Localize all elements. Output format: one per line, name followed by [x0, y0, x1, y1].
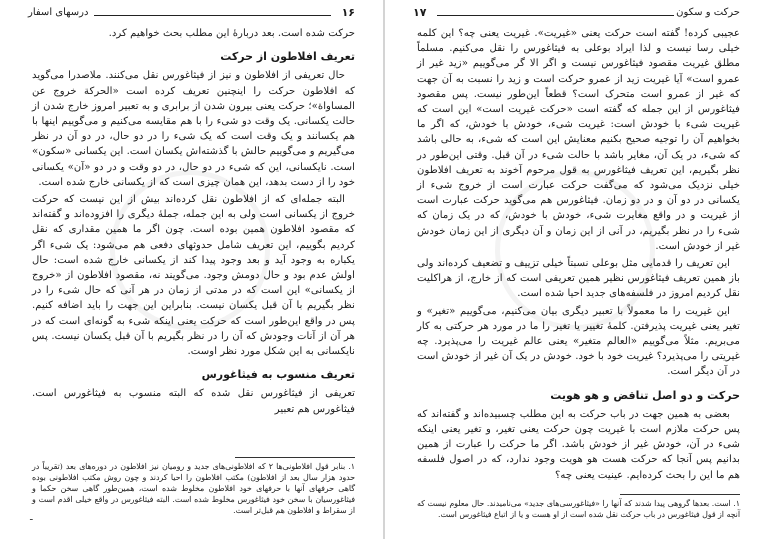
paragraph: عجیبی کرده! گفته است حرکت یعنی «غیریت». غیریت یعنی چه؟ این کلمه خیلی رسا نیست و لذا ایراد بوعلی به فیثاغورس را نقل می‌کنیم. مسلماً مطلق غیریت مقصود فیثاغورس نیست و اگر الا گر می‌گوییم «زید غیر از عمرو است» آیا غیریت زید از عمرو حرکت است و زید را نسبت به آن جهت که غیر از عمرو است متحرک است؟ قطعاً این‌طور نیست. پس مقصود فیثاغورس از این جمله که گفته است «حرکت غیریت است» این است که غیریت شیء با خودش است: غیریت شیء، خودش با خودش، که اگر ما بخواهیم آن را توجیه صحیح بکنیم معنایش این است که شیء، به حالی باشد که شیء، در یک آن، مغایر باشد با حالت شیء در آن قبل. وقتی این‌طور در نظر بگیریم، این تعریف فیثاغورس به قول مرحوم آخوند به تعریف افلاطون خیلی نزدیک می‌شود که می‌گفت حرکت عبارت است از خروج شیء از یکسانی در دو آن و در دو زمان. فیثاغورس هم می‌گوید حرکت عبارت است از غیریت و در واقع مغایرت شیء، خودش با خودش، که در یک زمان که شیء را در نظر بگیریم، در آنی از این زمان و آن دیگری از این زمان خودش غیر از خودش است.: [417, 28, 740, 252]
paragraph: این غیریت را ما معمولاً با تعبیر دیگری بیان می‌کنیم، می‌گوییم «تغیر» و تغیر یعنی غیریت پذیرفتن. کلمهٔ تغییر یا تغیر را ما در مورد هر حرکتی به کار می‌بریم. مثلاً می‌گوییم «العالم متغیر» یعنی عالم غیریت را می‌پذیرد. چه غیریتی را می‌پذیرد؟ غیریت خود با خود. خودش در یک آن غیر از خودش است در آن دیگر است.: [417, 305, 740, 378]
page-number: ۱۷: [413, 6, 427, 19]
footnote-text: ۱. است. بعدها گروهی پیدا شدند که آنها را «فیثاغورسی‌های جدید» می‌نامیدند. حال معلوم نیست که آنچه از قول فیثاغورس در باب حرکت نقل شده است از او هست و یا از اتباع فیثاغورس است.: [417, 499, 740, 519]
page-body: [417, 26, 740, 485]
page-header: [28, 7, 355, 21]
footnote-rule: [235, 457, 355, 458]
opening-line: حرکت شده است. بعد دربارهٔ این مطلب بحث خواهیم کرد.: [108, 28, 355, 39]
page-number: ۱۶: [341, 6, 355, 19]
section-heading-plato: تعریف افلاطون از حرکت: [220, 50, 355, 64]
page-body: [32, 26, 355, 419]
page-header: [413, 7, 740, 21]
running-title: درسهای اسفار: [28, 7, 89, 18]
paragraph: حال تعریفی از افلاطون و نیز از فیثاغورس نقل می‌کنند. ملاصدرا می‌گوید که افلاطون حرکت را اینچنین تعریف کرده است «الحرکة خروج عن المساواة»؛ حرکت یعنی بیرون شدن از برابری و به تعبیر امروز خارج شدن از حالت یکسانی. یک وقت دو شیء را با هم مقایسه می‌کنیم و می‌گوییم اینها با هم یکسانند و یک وقت است که یک شیء را در دو حال، در دو آن در نظر می‌گیریم و می‌گوییم حالش با گذشته‌اش یکسان است. این یکسانی «سکون» است. نایکسانی، این که شیء در دو حال، در دو وقت و در دو «آن» یکسانی خود را از دست بدهد، این همان چیزی است که از یکسانی خارج شده است.: [32, 70, 355, 188]
section-heading-pythagoras: تعریف منسوب به فیثاغورس: [201, 368, 355, 382]
section-heading-contradiction: حرکت و دو اصل تناقض و هو هویت: [550, 388, 740, 402]
running-title: حرکت و سکون: [676, 7, 740, 18]
paragraph: البته جمله‌ای که از افلاطون نقل کرده‌اند بیش از این نیست که حرکت خروج از یکسانی است ولی به این جمله، جملهٔ دیگری را افزوده‌اند و گفته‌اند که مقصود افلاطون همین بوده است. چون اگر ما همین مقداری که نقل کردیم بگوییم، این تعریف شامل حدوثهای دفعی هم می‌شود: یک شیء اگر یکباره به وجود آید و بعد وجود پیدا کند از یکسانی خارج شده است: حال اولش عدم بود و حال دومش وجود. می‌گویند نه، مقصود افلاطون از «خروج از یکسانی» این است که در مدتی از زمان در هر آنی که حال شیء را در نظر بگیریم با آن قبل یکسان نیست. بنابراین این جهت را باید اضافه کنیم. پس در واقع این‌طور است که حرکت یعنی اینکه شیء به گونه‌ای است که در هر آن از آنات وجودش که آن را در نظر بگیریم با آن قبل یکسان نیست. پس نایکسانی به این شکل مورد نظر اوست.: [32, 194, 355, 358]
footnote: [32, 457, 355, 516]
footnote: [417, 494, 740, 520]
paragraph: تعریفی از فیثاغورس نقل شده که البته منسوب به فیثاغورس است. فیثاغورس هم تعبیر: [32, 388, 355, 415]
footnote-text: ۱. بنابر قول افلاطونی‌ها ۲ که افلاطونی‌های جدید و رومیان نیز افلاطون در دوره‌های بعد (تقریباً در حدود هزار سال بعد از افلاطون) مکتب افلاطون را احیا کردند و چون روش مکتب افلاطونی بوده گاهی حرفهای آنها با حرفهای خود افلاطون مخلوط شده است، همین‌طور گاهی سخن حکما و فیثاغورسیان با سخن خود فیثاغورس مخلوط شده است. البته فیثاغورس در واقع خیلی اقدم است و از سقراط و افلاطون هم قبل‌تر است.: [32, 462, 355, 515]
right-page: [385, 0, 768, 539]
header-rule: [94, 15, 331, 16]
paragraph: این تعریف را قدمایی مثل بوعلی نسبتاً خیلی تزییف و تضعیف کرده‌اند ولی باز همین تعریف فیثاغورس نظیر همین تعریفی است که از خارج، از هراکلیت نقل کردیم امروز در فلسفه‌های جدید احیا شده است.: [417, 258, 740, 300]
footnote-rule: [620, 494, 740, 495]
bottom-mark: ـ: [30, 513, 33, 523]
paragraph: بعضی به همین جهت در باب حرکت به این مطلب چسبیده‌اند و گفته‌اند که پس حرکت ملازم است با غیریت چون حرکت یعنی تغیر، و تغیر یعنی اینکه شیء در آن، خودش غیر از خودش باشد. اگر ما حرکت را عبارت از همین بدانیم پس آنجا که حرکت هست هو هویت وجود ندارد، که در اصول فلسفه هم ما این را بحث کرده‌ایم. عینیت یعنی چه؟: [417, 408, 740, 481]
left-page: [0, 0, 383, 539]
header-rule: [437, 15, 674, 16]
